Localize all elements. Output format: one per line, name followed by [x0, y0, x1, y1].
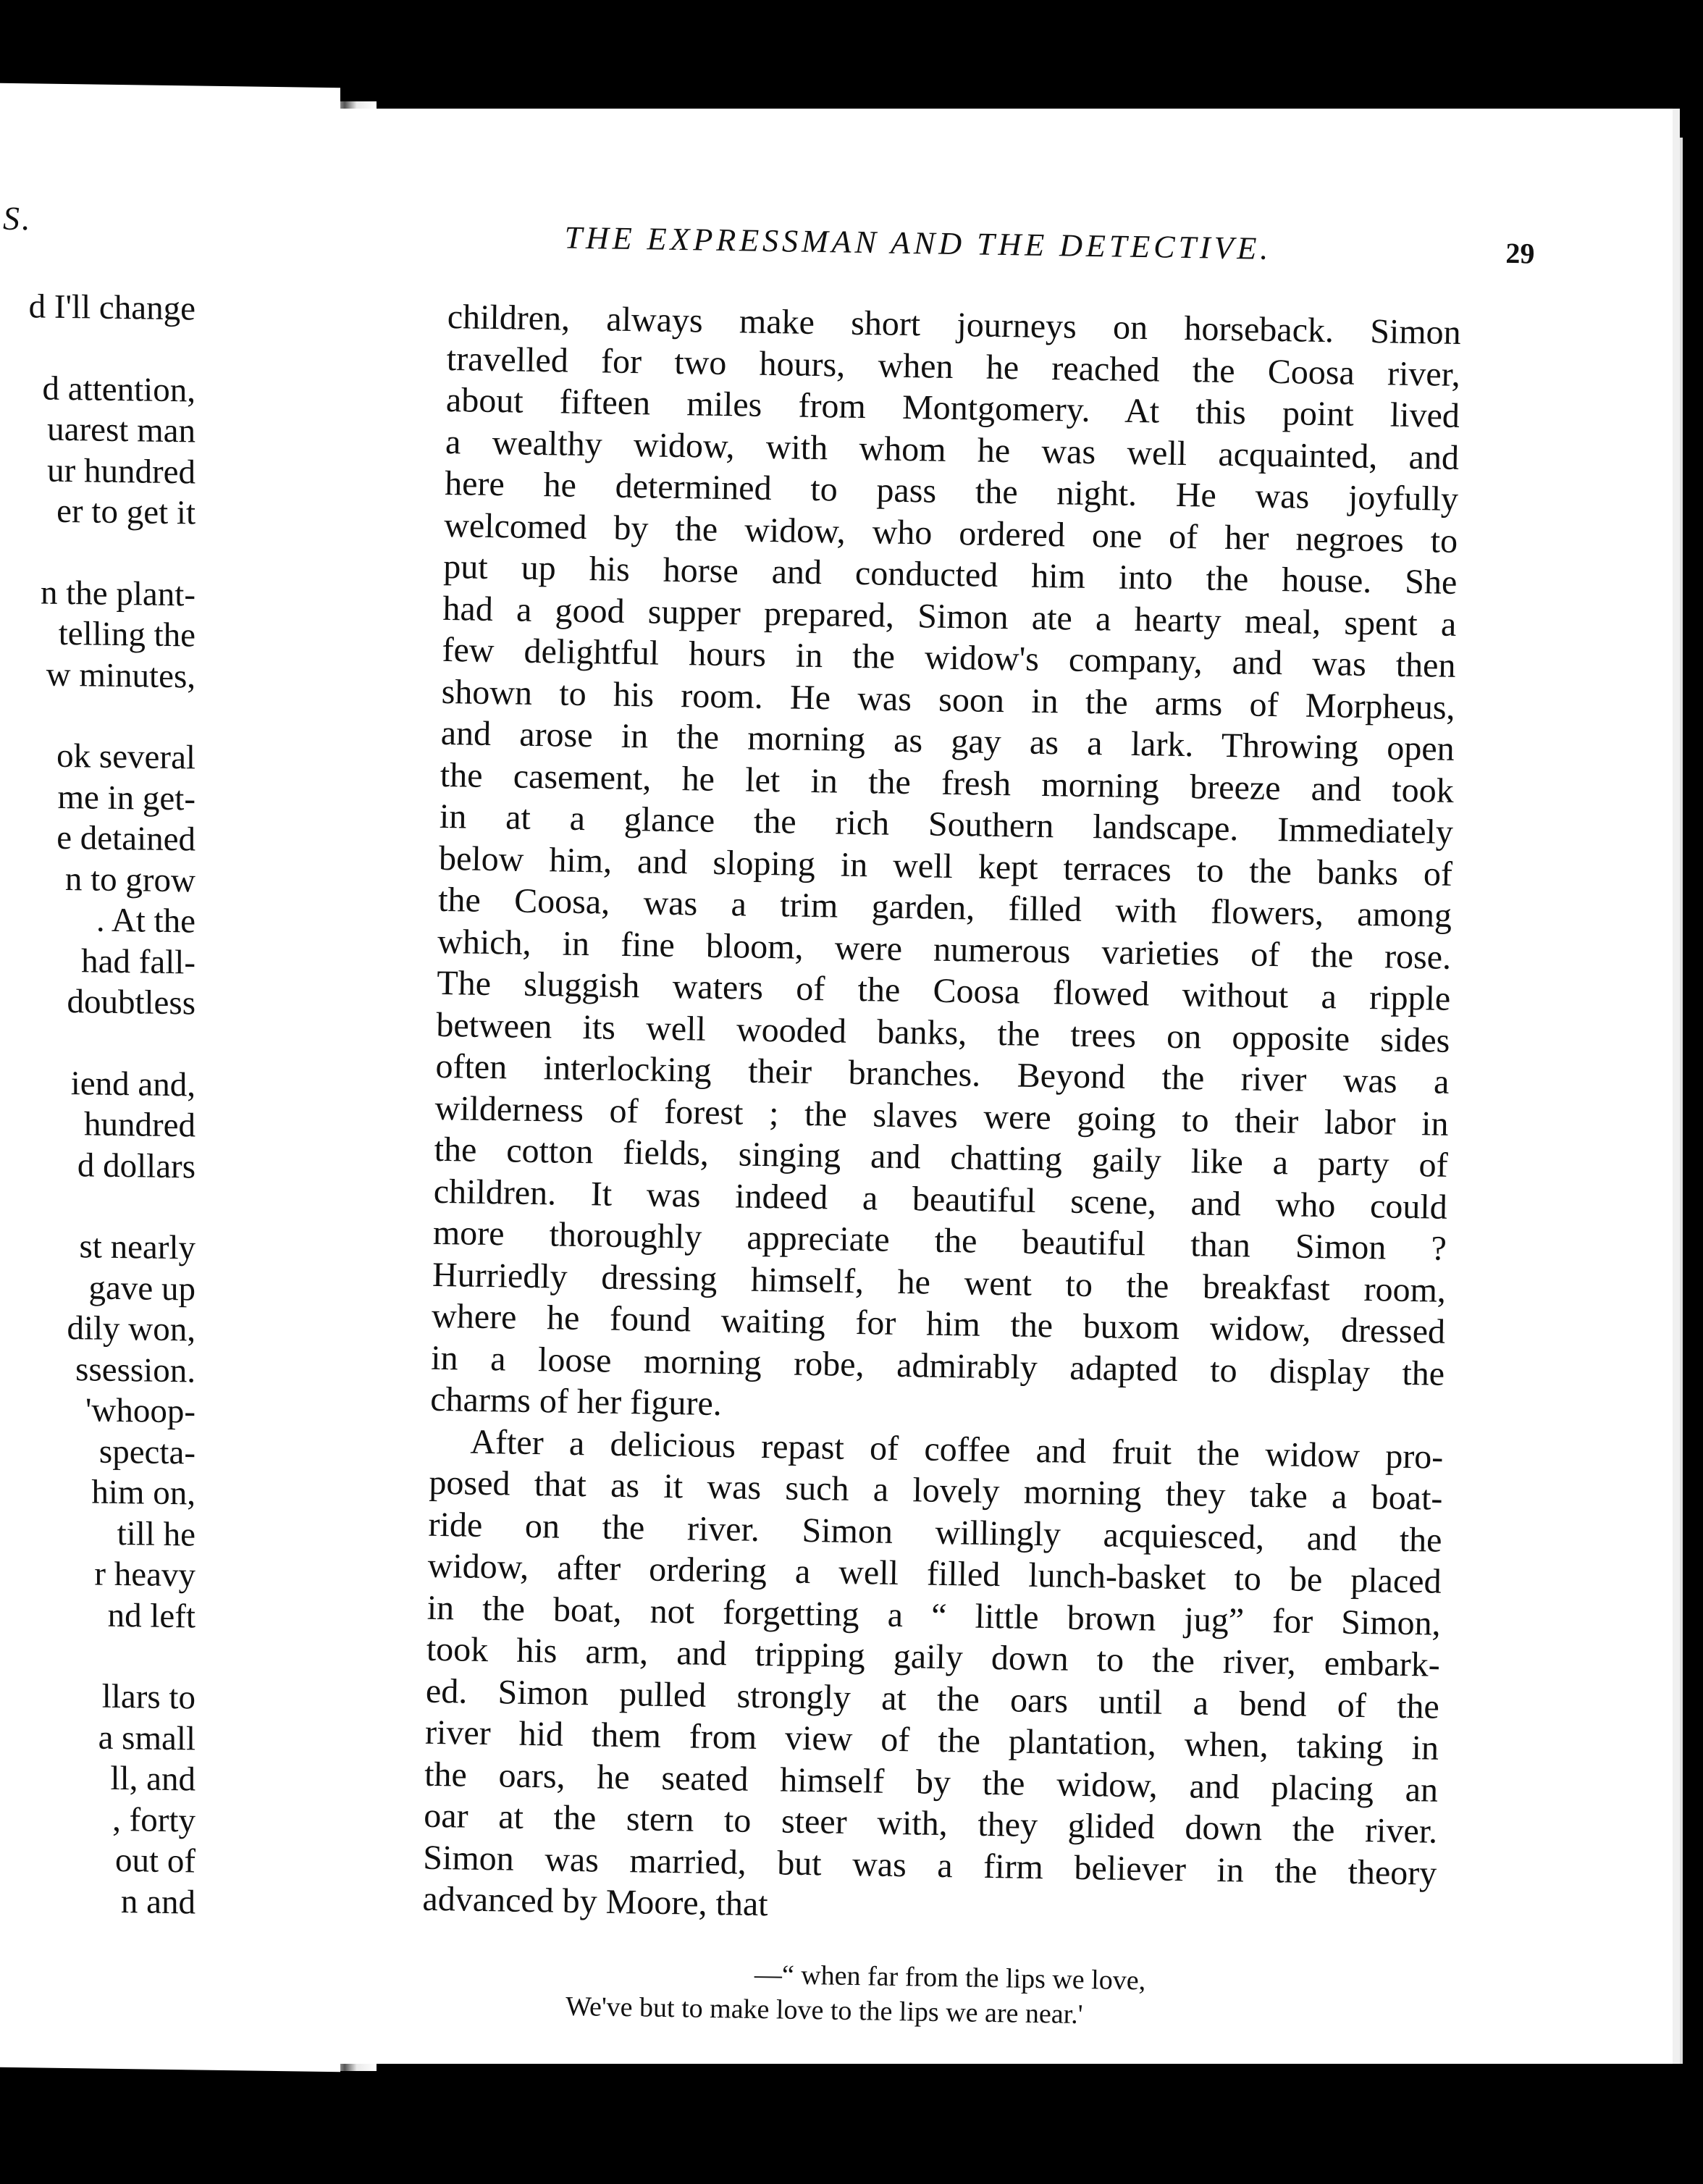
text-line: more thoroughly appreciate the beautiful than Simon ? [432, 1213, 1447, 1268]
text-line: and arose in the morning as gay as a lark. Throwing open [440, 713, 1455, 768]
text-line: below him, and sloping in well kept terraces to the banks of [438, 839, 1453, 894]
text-line: posed that as it was such a lovely morning they take a boat- [429, 1463, 1443, 1518]
left-text-line [0, 531, 195, 574]
text-line: where he found waiting for him the buxom widow, dressed [431, 1296, 1446, 1351]
left-text-line [0, 694, 195, 738]
left-text-line: dily won, [67, 1309, 195, 1349]
text-line: the cotton fields, singing and chatting gaily like a party of [434, 1130, 1449, 1185]
left-text-line: n the plant- [40, 573, 195, 613]
left-text-line: till he [117, 1514, 195, 1553]
left-text-line: 'whoop- [85, 1391, 195, 1431]
left-text-line: nd left [107, 1596, 195, 1635]
quote-line-1: —“ when far from the lips we love, [754, 1959, 1146, 1996]
text-line: charms of her figure. [429, 1379, 723, 1424]
text-line: the casement, he let in the fresh morning breeze and took [440, 755, 1455, 810]
left-running-head: S. [3, 199, 33, 238]
text-line: which, in fine bloom, were numerous varieties of the rose. [437, 922, 1452, 977]
text-line: river hid them from view of the plantation, when, taking in [424, 1713, 1439, 1768]
text-line: Hurriedly dressing himself, he went to the breakfast room, [432, 1255, 1447, 1310]
text-line: wilderness of forest ; the slaves were going to their labor in [434, 1088, 1449, 1143]
left-text-line: , forty [112, 1800, 195, 1839]
text-line: a wealthy widow, with whom he was well acquainted, and [445, 422, 1460, 477]
page-number: 29 [1505, 236, 1535, 270]
text-line: travelled for two hours, when he reached the Coosa river, [446, 339, 1461, 394]
left-text-line: r heavy [94, 1555, 195, 1595]
left-text-line: w minutes, [46, 655, 195, 695]
left-text-line: specta- [98, 1432, 195, 1471]
left-text-line: d dollars [77, 1146, 195, 1185]
text-line: Simon was married, but was a firm believer in the theory [423, 1838, 1437, 1893]
text-line: often interlocking their branches. Beyond the river was a [435, 1046, 1450, 1101]
text-line: here he determined to pass the night. He was joyfully [444, 463, 1459, 518]
left-text-line: st nearly [79, 1227, 195, 1267]
left-text-line: ur hundred [47, 451, 195, 491]
left-text-line [0, 1634, 195, 1678]
text-line: had a good supper prepared, Simon ate a hearty meal, spent a [442, 589, 1457, 644]
paragraph-1 [430, 296, 1461, 1436]
left-text-line: iend and, [70, 1064, 195, 1104]
left-text-line: er to get it [56, 492, 195, 532]
text-line: in at a glance the rich Southern landscape. Immediately [439, 797, 1454, 852]
left-text-line: out of [115, 1841, 195, 1881]
text-line: welcomed by the widow, who ordered one of her negroes to [443, 505, 1458, 560]
text-line: about fifteen miles from Montgomery. At this point lived [445, 380, 1460, 435]
left-text-line: gave up [88, 1268, 195, 1308]
left-text-line: ll, and [110, 1759, 195, 1799]
text-line: the Coosa, was a trim garden, filled with flowers, among [437, 880, 1452, 935]
text-line: The sluggish waters of the Coosa flowed without a ripple [436, 963, 1451, 1018]
left-text-line: uarest man [47, 410, 195, 450]
text-line: shown to his room. He was soon in the arms of Morpheus, [441, 672, 1455, 727]
left-text-line: a small [98, 1718, 195, 1757]
page-content [421, 217, 1535, 2037]
paragraph-2 [422, 1420, 1444, 1936]
quote-line-2: We've but to make love to the lips we are near.' [565, 1991, 1083, 2030]
left-text-line: hundred [83, 1105, 195, 1145]
left-text-line [0, 1185, 195, 1228]
text-line: put up his horse and conducted him into the house. She [443, 547, 1458, 602]
verse-quote [565, 1954, 1435, 2037]
text-line: ed. Simon pulled strongly at the oars until a bend of the [425, 1671, 1440, 1726]
body-text [422, 296, 1461, 1936]
left-text-line: n to grow [64, 860, 195, 899]
left-text-line: him on, [91, 1473, 195, 1513]
left-text-line: ok several [56, 736, 195, 777]
left-text-line: d attention, [42, 369, 195, 409]
text-line: children, always make short journeys on horseback. Simon [447, 297, 1462, 352]
text-line: the oars, he seated himself by the widow, and placing an [424, 1755, 1439, 1810]
left-text-line: llars to [101, 1677, 195, 1717]
text-line: few delightful hours in the widow's company, and was then [442, 630, 1456, 685]
text-line: advanced by Moore, that [422, 1879, 769, 1924]
left-text-line: e detained [56, 818, 195, 859]
text-line: took his arm, and tripping gaily down to the river, embark- [426, 1629, 1441, 1684]
left-text-line [0, 327, 195, 370]
left-text-line: n and [120, 1882, 195, 1921]
left-text-line [0, 1021, 195, 1064]
left-text-line: telling the [58, 614, 195, 655]
left-text-line: me in get- [57, 778, 195, 818]
text-line: After a delicious repast of coffee and fruit the widow pro- [470, 1422, 1444, 1477]
left-text-line: d I'll change [28, 287, 195, 328]
text-line: children. It was indeed a beautiful scene, and who could [433, 1172, 1448, 1227]
left-page [0, 83, 340, 2072]
left-page-text [0, 286, 195, 1923]
left-text-line: . At the [96, 901, 195, 941]
left-text-line: had fall- [81, 941, 195, 981]
running-head-title: THE EXPRESSMAN AND THE DETECTIVE. [564, 219, 1272, 266]
text-line: in the boat, not forgetting a “ little brown jug” for Simon, [426, 1588, 1442, 1643]
text-line: widow, after ordering a well filled lunch-basket to be placed [427, 1546, 1442, 1601]
running-head-row [564, 219, 1535, 272]
text-line: in a loose morning robe, admirably adapted to display the [430, 1338, 1445, 1393]
text-line: ride on the river. Simon willingly acquiesced, and the [428, 1505, 1442, 1560]
right-page [340, 109, 1680, 2064]
left-text-line: doubtless [67, 983, 195, 1022]
left-text-line: ssession. [75, 1350, 195, 1390]
text-line: oar at the stern to steer with, they glided down the river. [423, 1796, 1438, 1851]
text-line: between its well wooded banks, the trees on opposite sides [436, 1005, 1450, 1060]
